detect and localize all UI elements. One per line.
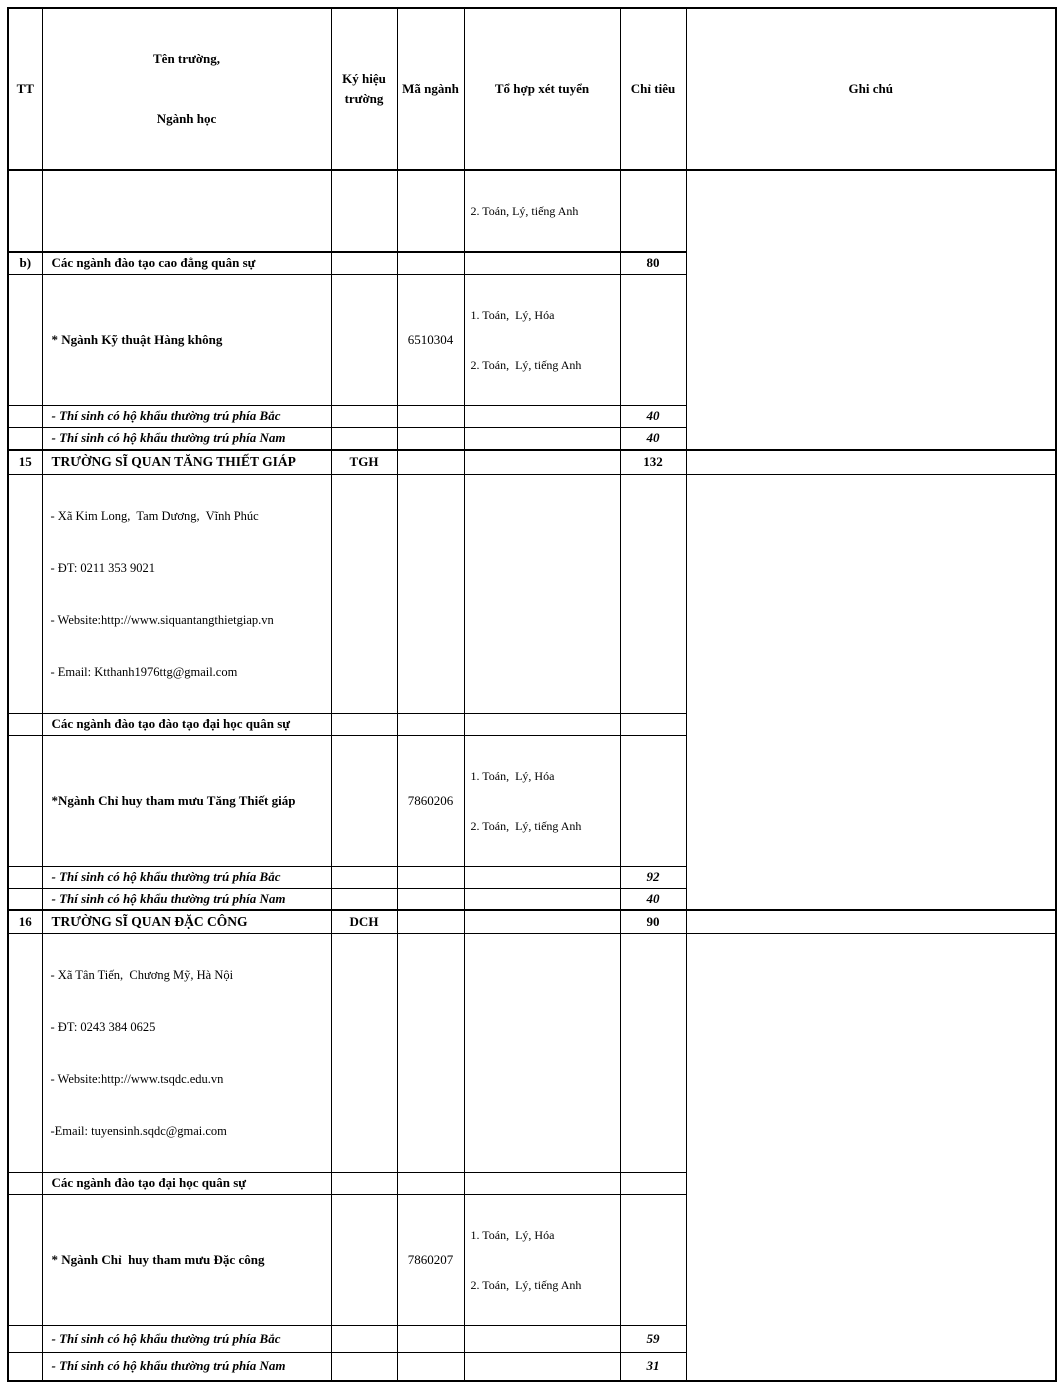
table-row — [8, 450, 1056, 474]
cell-chitieu: 40 — [620, 427, 686, 450]
cell-kyhieu — [331, 1172, 397, 1194]
admissions-table — [7, 7, 1057, 1382]
cell-school: - Thí sinh có hộ khẩu thường trú phía Bắc — [42, 1325, 331, 1352]
cell-chitieu: 90 — [620, 910, 686, 933]
cell-tt — [8, 427, 42, 450]
cell-chitieu — [620, 933, 686, 1172]
header-ma: Mã ngành — [397, 8, 464, 170]
cell-ma — [397, 252, 464, 274]
cell-tohop — [464, 274, 620, 405]
cell-tohop — [464, 888, 620, 910]
cell-school: TRƯỜNG SĨ QUAN ĐẶC CÔNG — [42, 910, 331, 933]
header-school-line1: Tên trường, — [153, 51, 220, 66]
cell-ma — [397, 888, 464, 910]
cell-school: *Ngành Chỉ huy tham mưu Tăng Thiết giáp — [42, 735, 331, 866]
cell-kyhieu — [331, 474, 397, 713]
cell-kyhieu — [331, 866, 397, 888]
cell-school: Các ngành đào tạo cao đẳng quân sự — [42, 252, 331, 274]
cell-tohop — [464, 474, 620, 713]
cell-ma — [397, 866, 464, 888]
cell-chitieu — [620, 1194, 686, 1325]
cell-kyhieu — [331, 170, 397, 252]
header-tohop: Tổ hợp xét tuyển — [464, 8, 620, 170]
table-row — [8, 170, 1056, 252]
cell-chitieu: 132 — [620, 450, 686, 474]
cell-tt — [8, 1352, 42, 1381]
cell-school: - Thí sinh có hộ khẩu thường trú phía Nam — [42, 1352, 331, 1381]
cell-ghichu-merged — [686, 474, 1056, 910]
cell-tt: b) — [8, 252, 42, 274]
cell-tohop — [464, 713, 620, 735]
address-line: - ĐT: 0211 353 9021 — [50, 560, 155, 575]
cell-ma — [397, 450, 464, 474]
cell-school: - Thí sinh có hộ khẩu thường trú phía Nam — [42, 888, 331, 910]
cell-kyhieu — [331, 274, 397, 405]
tohop-option: 2. Toán, Lý, tiếng Anh — [470, 204, 579, 218]
cell-chitieu: 31 — [620, 1352, 686, 1381]
cell-ma — [397, 405, 464, 427]
cell-ghichu-merged — [686, 933, 1056, 1381]
cell-kyhieu — [331, 405, 397, 427]
cell-tt — [8, 933, 42, 1172]
cell-kyhieu: TGH — [331, 450, 397, 474]
cell-school: - Thí sinh có hộ khẩu thường trú phía Bắc — [42, 405, 331, 427]
table-row — [8, 474, 1056, 713]
cell-ma — [397, 713, 464, 735]
cell-chitieu — [620, 735, 686, 866]
header-school-line2: Ngành học — [156, 111, 217, 126]
cell-tt — [8, 274, 42, 405]
cell-chitieu — [620, 1172, 686, 1194]
tohop-option: 2. Toán, Lý, tiếng Anh — [470, 1277, 582, 1292]
tohop-option: 1. Toán, Lý, Hóa — [470, 307, 555, 322]
cell-tohop — [464, 1352, 620, 1381]
cell-kyhieu — [331, 1352, 397, 1381]
cell-tt — [8, 1325, 42, 1352]
table-row — [8, 910, 1056, 933]
cell-tohop — [464, 866, 620, 888]
cell-ma — [397, 1172, 464, 1194]
cell-tohop — [464, 450, 620, 474]
cell-kyhieu — [331, 888, 397, 910]
cell-tt — [8, 405, 42, 427]
cell-tt: 15 — [8, 450, 42, 474]
cell-tohop — [464, 252, 620, 274]
cell-kyhieu — [331, 1325, 397, 1352]
cell-kyhieu: DCH — [331, 910, 397, 933]
cell-ma — [397, 1325, 464, 1352]
cell-tt — [8, 474, 42, 713]
cell-chitieu: 92 — [620, 866, 686, 888]
cell-tohop — [464, 405, 620, 427]
cell-chitieu: 59 — [620, 1325, 686, 1352]
cell-school: Các ngành đào tạo đào tạo đại học quân sự — [42, 713, 331, 735]
cell-ma: 7860206 — [397, 735, 464, 866]
header-tt: TT — [8, 8, 42, 170]
address-line: - ĐT: 0243 384 0625 — [50, 1019, 156, 1034]
header-school — [42, 8, 331, 170]
cell-tohop — [464, 910, 620, 933]
cell-ma — [397, 910, 464, 933]
cell-tt — [8, 713, 42, 735]
header-ghichu: Ghi chú — [686, 8, 1056, 170]
cell-tohop — [464, 170, 620, 252]
cell-ma — [397, 1352, 464, 1381]
cell-tohop — [464, 427, 620, 450]
cell-tt — [8, 170, 42, 252]
cell-ma — [397, 170, 464, 252]
cell-tohop — [464, 933, 620, 1172]
cell-chitieu: 80 — [620, 252, 686, 274]
cell-tt — [8, 1194, 42, 1325]
cell-school: - Thí sinh có hộ khẩu thường trú phía Nam — [42, 427, 331, 450]
cell-kyhieu — [331, 713, 397, 735]
tohop-option: 2. Toán, Lý, tiếng Anh — [470, 357, 582, 372]
cell-ghichu-merged — [686, 170, 1056, 450]
table-header-row — [8, 8, 1056, 170]
cell-ma: 7860207 — [397, 1194, 464, 1325]
cell-ma: 6510304 — [397, 274, 464, 405]
header-kyhieu: Ký hiệu trường — [331, 8, 397, 170]
cell-school: Các ngành đào tạo đại học quân sự — [42, 1172, 331, 1194]
address-line: -Email: tuyensinh.sqdc@gmai.com — [50, 1123, 227, 1138]
cell-chitieu — [620, 713, 686, 735]
cell-tohop — [464, 1172, 620, 1194]
tohop-option: 1. Toán, Lý, Hóa — [470, 1227, 555, 1242]
cell-tt — [8, 866, 42, 888]
cell-ma — [397, 933, 464, 1172]
cell-school-address — [42, 933, 331, 1172]
cell-school: TRƯỜNG SĨ QUAN TĂNG THIẾT GIÁP — [42, 450, 331, 474]
cell-school: * Ngành Kỹ thuật Hàng không — [42, 274, 331, 405]
cell-chitieu — [620, 274, 686, 405]
cell-ghichu — [686, 910, 1056, 933]
header-chitieu: Chỉ tiêu — [620, 8, 686, 170]
cell-school — [42, 170, 331, 252]
cell-kyhieu — [331, 427, 397, 450]
address-line: - Email: Ktthanh1976ttg@gmail.com — [50, 664, 238, 679]
cell-tt — [8, 735, 42, 866]
cell-school: - Thí sinh có hộ khẩu thường trú phía Bắc — [42, 866, 331, 888]
cell-chitieu: 40 — [620, 888, 686, 910]
address-line: - Website:http://www.siquantangthietgiap.vn — [50, 612, 274, 627]
tohop-option: 2. Toán, Lý, tiếng Anh — [470, 818, 582, 833]
cell-tohop — [464, 1325, 620, 1352]
cell-tohop — [464, 735, 620, 866]
cell-kyhieu — [331, 933, 397, 1172]
cell-kyhieu — [331, 1194, 397, 1325]
cell-kyhieu — [331, 735, 397, 866]
table-row — [8, 933, 1056, 1172]
cell-school: * Ngành Chỉ huy tham mưu Đặc công — [42, 1194, 331, 1325]
cell-tt — [8, 1172, 42, 1194]
cell-tohop — [464, 1194, 620, 1325]
cell-chitieu — [620, 474, 686, 713]
cell-tt — [8, 888, 42, 910]
cell-chitieu — [620, 170, 686, 252]
cell-chitieu: 40 — [620, 405, 686, 427]
cell-ghichu — [686, 450, 1056, 474]
address-line: - Xã Tân Tiến, Chương Mỹ, Hà Nội — [50, 967, 234, 982]
cell-tt: 16 — [8, 910, 42, 933]
cell-ma — [397, 427, 464, 450]
cell-school-address — [42, 474, 331, 713]
cell-ma — [397, 474, 464, 713]
address-line: - Xã Kim Long, Tam Dương, Vĩnh Phúc — [50, 508, 259, 523]
address-line: - Website:http://www.tsqdc.edu.vn — [50, 1071, 224, 1086]
cell-kyhieu — [331, 252, 397, 274]
tohop-option: 1. Toán, Lý, Hóa — [470, 768, 555, 783]
